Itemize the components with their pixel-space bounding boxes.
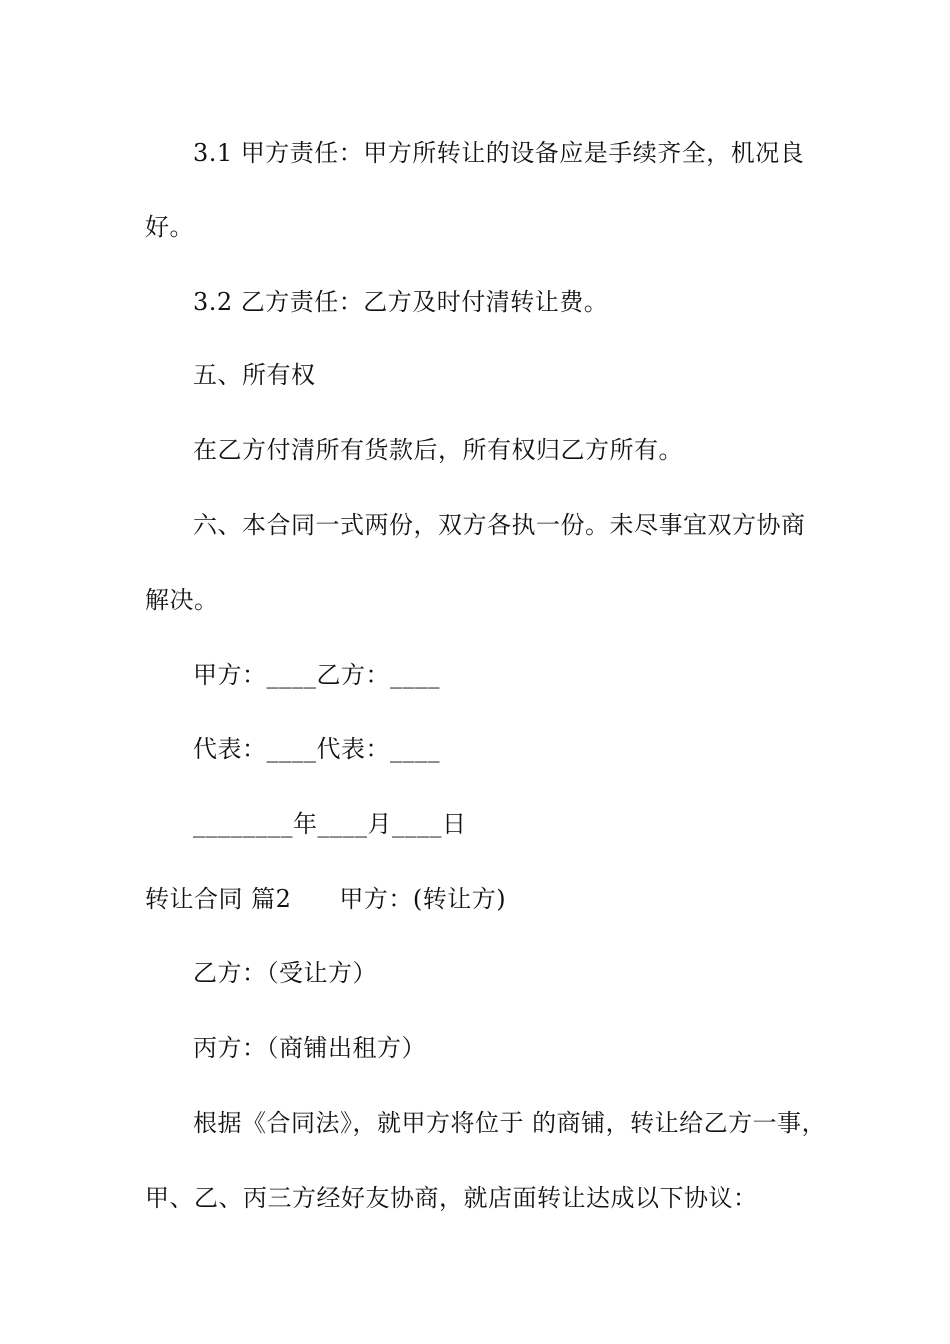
signature-parties: 甲方：____乙方：____ [193,661,440,689]
party-b-label: 乙方：（受让方） [193,959,377,987]
basis-paragraph-line-1: 根据《合同法》，就甲方将位于 的商铺，转让给乙方一事， [193,1109,827,1137]
signature-representatives: 代表：____代表：____ [193,735,440,763]
party-c-label: 丙方：（商铺出租方） [193,1034,426,1062]
section-six-line-2: 解决。 [145,586,219,614]
basis-paragraph-line-2: 甲、乙、丙三方经好友协商，就店面转让达成以下协议： [145,1184,758,1212]
ownership-text: 在乙方付清所有货款后，所有权归乙方所有。 [193,436,683,464]
contract-2-heading-line [0,879,950,919]
party-a-label: 甲方：(转让方) [339,885,507,913]
signature-date: ________年____月____日 [193,810,467,838]
clause-3-1-line-1: 3.1 甲方责任：甲方所转让的设备应是手续齐全，机况良 [193,139,805,167]
clause-3-2: 3.2 乙方责任：乙方及时付清转让费。 [193,288,609,316]
section-ownership-heading: 五、所有权 [193,361,316,389]
section-six-line-1: 六、本合同一式两份，双方各执一份。未尽事宜双方协商 [193,511,806,539]
clause-3-1-line-2: 好。 [145,213,194,241]
contract-2-title: 转让合同 篇2 [145,885,292,913]
